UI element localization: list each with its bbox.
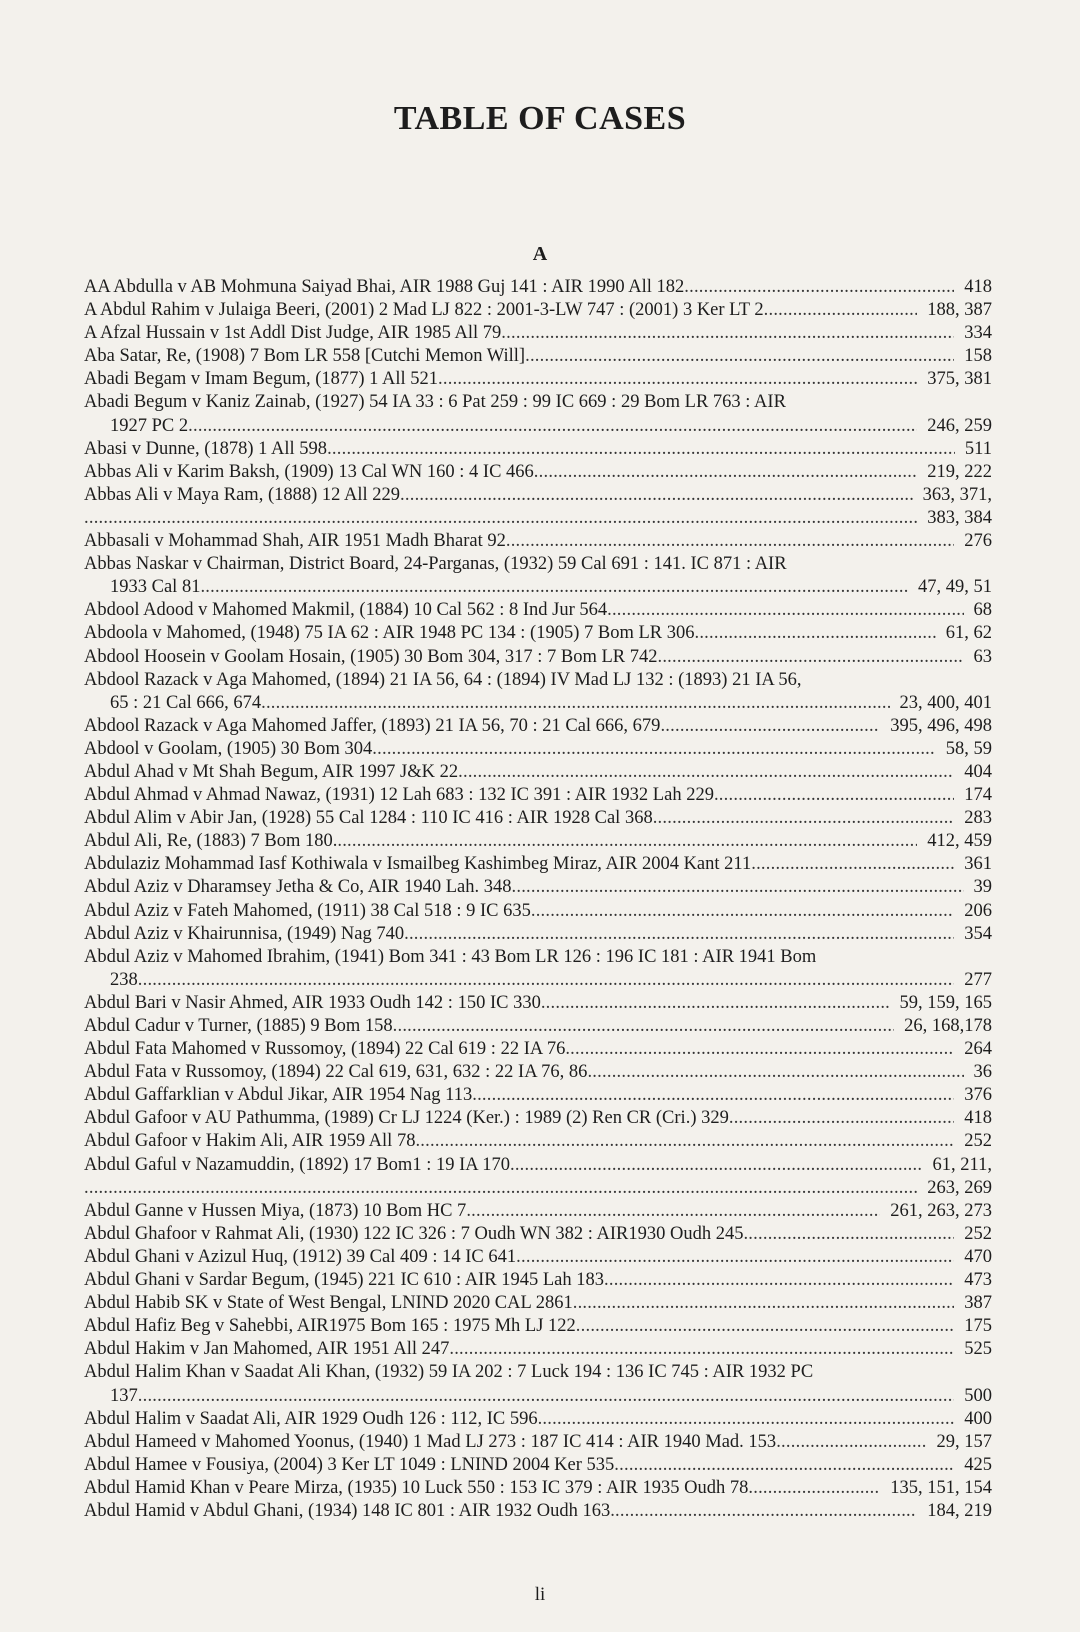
case-entry [84, 807, 992, 830]
case-entry [84, 391, 992, 437]
case-line [84, 1015, 894, 1038]
dot-leader [694, 622, 935, 645]
dot-leader [501, 322, 954, 345]
case-citation: Abdul Bari v Nasir Ahmed, AIR 1933 Oudh 142 : 150 IC 330 [84, 992, 541, 1013]
case-entry [84, 1477, 992, 1500]
dot-leader [404, 923, 954, 946]
case-page-refs: 39 [973, 877, 992, 898]
case-line [84, 784, 954, 807]
case-entry [84, 1038, 992, 1061]
case-page-refs: 63 [973, 646, 992, 667]
case-entry [84, 1269, 992, 1292]
case-entry [84, 1315, 992, 1338]
case-citation: Aba Satar, Re, (1908) 7 Bom LR 558 [Cutchi Memon Will] [84, 346, 526, 367]
case-citation-tail: 238 [110, 969, 138, 990]
case-citation: Abasi v Dunne, (1878) 1 All 598 [84, 438, 328, 459]
case-page-refs: 277 [964, 969, 992, 990]
case-entry [84, 669, 992, 715]
dot-leader [466, 1200, 880, 1223]
dot-leader [534, 461, 917, 484]
dot-leader [415, 1130, 954, 1153]
dot-leader [531, 900, 954, 923]
case-citation: Abdul Gaful v Nazamuddin, (1892) 17 Bom1 : 19 IA 170 [84, 1154, 510, 1175]
case-page-refs: 23, 400, 401 [899, 692, 992, 713]
case-citation: Abdul Ghani v Sardar Begum, (1945) 221 IC 610 : AIR 1945 Lah 183 [84, 1270, 604, 1291]
case-citation: Abdul Aziz v Dharamsey Jetha & Co, AIR 1940 Lah. 348 [84, 877, 512, 898]
case-page-refs: 418 [964, 1108, 992, 1129]
case-entry [84, 1107, 992, 1130]
case-page-refs: 473 [964, 1270, 992, 1291]
dot-leader [84, 507, 917, 530]
case-citation: A Abdul Rahim v Julaiga Beeri, (2001) 2 Mad LJ 822 : 2001-3-LW 747 : (2001) 3 Ker LT 2 [84, 300, 764, 321]
case-entry [84, 1292, 992, 1315]
case-page-refs: 47, 49, 51 [918, 577, 992, 598]
case-page-refs: 219, 222 [927, 461, 992, 482]
dot-leader [684, 276, 954, 299]
case-citation: Abdul Hameed v Mahomed Yoonus, (1940) 1 Mad LJ 273 : 187 IC 414 : AIR 1940 Mad. 153 [84, 1431, 777, 1452]
case-citation: Abdool Adood v Mahomed Makmil, (1884) 10 Cal 562 : 8 Ind Jur 564 [84, 600, 608, 621]
case-entry [84, 1130, 992, 1153]
dot-leader [372, 738, 935, 761]
case-page-refs: 400 [964, 1408, 992, 1429]
case-line [84, 438, 955, 461]
case-citation-continued [84, 415, 992, 438]
case-page-refs: 26, 168,178 [904, 1016, 992, 1036]
case-page-refs: 61, 211, [932, 1154, 992, 1175]
case-page-refs: 58, 59 [945, 738, 992, 759]
case-citation: Abdul Hamid Khan v Peare Mirza, (1935) 10 Luck 550 : 153 IC 379 : AIR 1935 Oudh 78 [84, 1477, 749, 1498]
case-line [84, 1177, 917, 1200]
dot-leader [538, 1408, 955, 1431]
dot-leader [614, 1454, 954, 1477]
dot-leader [776, 1431, 926, 1454]
case-line [84, 1315, 954, 1338]
case-entry [84, 368, 992, 391]
case-citation: Abdool Razack v Aga Mahomed Jaffer, (1893) 21 IA 56, 70 : 21 Cal 666, 679 [84, 715, 661, 736]
case-citation: Abdul Aziz v Fateh Mahomed, (1911) 38 Cal 518 : 9 IC 635 [84, 900, 531, 921]
case-entry [84, 946, 992, 992]
case-line [84, 1338, 954, 1361]
case-page-refs: 363, 371, [922, 484, 992, 505]
case-citation-tail: 65 : 21 Cal 666, 674 [110, 692, 262, 713]
case-entry [84, 1246, 992, 1269]
dot-leader [438, 368, 917, 391]
case-entry [84, 876, 992, 899]
case-entry [84, 761, 992, 784]
case-entry [84, 923, 992, 946]
case-page-refs: 252 [964, 1131, 992, 1152]
case-citation: Abdul Alim v Abir Jan, (1928) 55 Cal 1284 : 110 IC 416 : AIR 1928 Cal 368 [84, 808, 653, 829]
case-citation: Abdul Fata Mahomed v Russomoy, (1894) 22 Cal 619 : 22 IA 76 [84, 1039, 566, 1060]
case-page-refs: 395, 496, 498 [890, 715, 992, 736]
dot-leader [327, 438, 955, 461]
case-entry [84, 461, 992, 484]
case-page-refs: 283 [964, 808, 992, 829]
case-line [84, 1130, 954, 1153]
case-citation: Abdul Ghafoor v Rahmat Ali, (1930) 122 IC 326 : 7 Oudh WN 382 : AIR1930 Oudh 245 [84, 1223, 744, 1244]
case-citation: Abdul Gaffarklian v Abdul Jikar, AIR 1954 Nag 113 [84, 1085, 473, 1106]
case-line [84, 853, 954, 876]
case-page-refs: 188, 387 [927, 300, 992, 321]
dot-leader [576, 1315, 954, 1338]
case-citation: Abdul Hakim v Jan Mahomed, AIR 1951 All 247 [84, 1339, 450, 1360]
case-line [84, 299, 917, 322]
case-page-refs: 511 [964, 438, 992, 459]
case-citation: Abadi Begam v Imam Begum, (1877) 1 All 521 [84, 369, 439, 390]
dot-leader [393, 1015, 895, 1038]
case-entry [84, 992, 992, 1015]
case-citation: A Afzal Hussain v 1st Addl Dist Judge, AIR 1985 All 79 [84, 323, 502, 344]
dot-leader [729, 1107, 954, 1130]
dot-leader [512, 876, 964, 899]
dot-leader [84, 1177, 917, 1200]
case-line [84, 1038, 954, 1061]
dot-leader [506, 530, 954, 553]
case-entry [84, 484, 992, 507]
case-entry [84, 1061, 992, 1084]
case-entry [84, 1154, 992, 1177]
case-citation: Abdul Halim v Saadat Ali, AIR 1929 Oudh 126 : 112, IC 596 [84, 1408, 538, 1429]
case-line [84, 738, 936, 761]
case-line [84, 322, 954, 345]
case-citation: Abbas Ali v Karim Baksh, (1909) 13 Cal WN 160 : 4 IC 466 [84, 461, 534, 482]
case-citation: Abbasali v Mohammad Shah, AIR 1951 Madh Bharat 92 [84, 531, 506, 552]
case-citation: Abdul Ganne v Hussen Miya, (1873) 10 Bom HC 7 [84, 1200, 467, 1221]
case-entry [84, 1361, 992, 1407]
case-citation: Abdul Ghani v Azizul Huq, (1912) 39 Cal 409 : 14 IC 641 [84, 1246, 517, 1267]
dot-leader [565, 1038, 954, 1061]
case-line [84, 368, 917, 391]
case-line [84, 1408, 954, 1431]
case-line [84, 1431, 927, 1454]
case-citation-tail: 1933 Cal 81 [110, 577, 201, 598]
page-number: li [534, 1584, 546, 1605]
case-entry [84, 553, 992, 599]
case-citation: Abdul Hamee v Fousiya, (2004) 3 Ker LT 1049 : LNIND 2004 Ker 535 [84, 1454, 615, 1475]
case-citation: Abdul Aziz v Khairunnisa, (1949) Nag 740 [84, 923, 405, 944]
dot-leader [751, 853, 954, 876]
case-page-refs: 206 [964, 900, 992, 921]
dot-leader [458, 761, 954, 784]
dot-leader [200, 576, 908, 599]
dot-leader [573, 1292, 955, 1315]
case-citation: Abadi Begum v Kaniz Zainab, (1927) 54 IA 33 : 6 Pat 259 : 99 IC 669 : 29 Bom LR 763 : AIR [84, 392, 786, 413]
case-citation: Abdul Hamid v Abdul Ghani, (1934) 148 IC 801 : AIR 1932 Oudh 163 [84, 1500, 611, 1521]
case-citation-continued [84, 692, 992, 715]
case-page-refs: 500 [964, 1385, 992, 1406]
case-line [84, 876, 964, 899]
case-page-refs: 261, 263, 273 [890, 1200, 992, 1221]
dot-leader [764, 299, 918, 322]
case-page-refs: 425 [964, 1454, 992, 1475]
case-entry [84, 1454, 992, 1477]
dot-leader [449, 1338, 954, 1361]
case-entry [84, 276, 992, 299]
case-page-refs: 184, 219 [927, 1500, 992, 1521]
case-entry [84, 622, 992, 645]
case-entry [84, 830, 992, 853]
case-citation: Abdool Hoosein v Goolam Hosain, (1905) 30 Bom 304, 317 : 7 Bom LR 742 [84, 646, 658, 667]
case-page-refs: 525 [964, 1339, 992, 1360]
case-entry [84, 1015, 992, 1038]
case-line [84, 1269, 954, 1292]
case-entry [84, 853, 992, 876]
case-citation: Abdul Fata v Russomoy, (1894) 22 Cal 619, 631, 632 : 22 IA 76, 86 [84, 1062, 588, 1083]
case-line [84, 484, 913, 507]
case-page-refs: 158 [964, 346, 992, 367]
case-page-refs: 264 [964, 1039, 992, 1060]
case-entry [84, 599, 992, 622]
case-line [84, 1154, 923, 1177]
dot-leader [657, 646, 963, 669]
case-page-refs: 175 [964, 1316, 992, 1337]
case-citation: Abdul Ahad v Mt Shah Begum, AIR 1997 J&K 22 [84, 761, 459, 782]
case-entry [84, 530, 992, 553]
dot-leader [748, 1477, 880, 1500]
case-citation: Abdul Halim Khan v Saadat Ali Khan, (1932) 59 IA 202 : 7 Luck 194 : 136 IC 745 : AIR 1932 PC [84, 1362, 814, 1383]
case-page-refs: 376 [964, 1085, 992, 1106]
case-page-refs: 68 [973, 600, 992, 621]
case-page-refs: 418 [964, 277, 992, 297]
case-page-refs: 135, 151, 154 [890, 1477, 992, 1498]
dot-leader [714, 784, 954, 807]
case-page-refs: 263, 269 [927, 1177, 992, 1198]
section-letter: A [532, 243, 548, 265]
case-citation: AA Abdulla v AB Mohmuna Saiyad Bhai, AIR 1988 Guj 141 : AIR 1990 All 182 [84, 277, 685, 297]
case-page-refs: 246, 259 [927, 415, 992, 436]
dot-leader [261, 692, 889, 715]
dot-leader [138, 1385, 955, 1408]
case-page-refs: 387 [964, 1293, 992, 1314]
case-page-refs: 252 [964, 1223, 992, 1244]
case-line [84, 715, 880, 738]
case-page-refs: 174 [964, 785, 992, 806]
dot-leader [400, 484, 913, 507]
case-line [84, 599, 964, 622]
case-entry [84, 1408, 992, 1431]
case-line [84, 461, 917, 484]
dot-leader [138, 969, 955, 992]
case-citation-continued [84, 969, 992, 992]
case-citation-tail: 137 [110, 1385, 138, 1406]
case-citation: Abdul Hafiz Beg v Sahebbi, AIR1975 Bom 165 : 1975 Mh LJ 122 [84, 1316, 576, 1337]
case-citation: Abdul Habib SK v State of West Bengal, LNIND 2020 CAL 2861 [84, 1293, 573, 1314]
case-citation-continued [84, 576, 992, 599]
case-line [84, 622, 936, 645]
case-line [84, 1500, 917, 1523]
case-citation: Abdool Razack v Aga Mahomed, (1894) 21 IA 56, 64 : (1894) IV Mad LJ 132 : (1893) 21 IA 56, [84, 669, 802, 690]
case-line [84, 830, 917, 853]
case-line [84, 345, 954, 368]
case-line [84, 1107, 954, 1130]
case-line [84, 1200, 880, 1223]
case-entry [84, 1177, 992, 1200]
case-citation: Abdul Gafoor v AU Pathumma, (1989) Cr LJ 1224 (Ker.) : 1989 (2) Ren CR (Cri.) 329 [84, 1108, 729, 1129]
case-line [84, 1223, 954, 1246]
dot-leader [516, 1246, 954, 1269]
case-citation: Abbas Ali v Maya Ram, (1888) 12 All 229 [84, 484, 401, 505]
case-citation-tail: 1927 PC 2 [110, 415, 189, 436]
dot-leader [604, 1269, 954, 1292]
case-page-refs: 404 [964, 761, 992, 782]
case-entry [84, 715, 992, 738]
case-page-refs: 383, 384 [927, 507, 992, 528]
case-entry [84, 1431, 992, 1454]
dot-leader [743, 1223, 954, 1246]
dot-leader [610, 1500, 917, 1523]
case-citation: Abdul Cadur v Turner, (1885) 9 Bom 158 [84, 1016, 393, 1036]
case-entry [84, 438, 992, 461]
case-entry [84, 1084, 992, 1107]
case-page-refs: 59, 159, 165 [899, 992, 992, 1013]
case-line [84, 900, 954, 923]
case-entry [84, 646, 992, 669]
case-line [84, 992, 890, 1015]
case-entry [84, 1223, 992, 1246]
case-page-refs: 29, 157 [936, 1431, 992, 1452]
case-citation: Abdoola v Mahomed, (1948) 75 IA 62 : AIR 1948 PC 134 : (1905) 7 Bom LR 306 [84, 623, 695, 644]
case-entry [84, 1200, 992, 1223]
dot-leader [587, 1061, 963, 1084]
case-line [84, 1292, 954, 1315]
case-line [84, 1477, 880, 1500]
dot-leader [607, 599, 963, 622]
case-citation: Abdul Ali, Re, (1883) 7 Bom 180. [84, 831, 338, 852]
case-line [84, 1084, 954, 1107]
case-citation: Abdulaziz Mohammad Iasf Kothiwala v Ismailbeg Kashimbeg Miraz, AIR 2004 Kant 211 [84, 854, 752, 875]
page-title: TABLE OF CASES [393, 100, 687, 137]
case-citation: Abdul Aziz v Mahomed Ibrahim, (1941) Bom 341 : 43 Bom LR 126 : 196 IC 181 : AIR 1941 Bom [84, 946, 817, 967]
dot-leader [337, 830, 917, 853]
dot-leader [188, 415, 917, 438]
case-page-refs: 470 [964, 1246, 992, 1267]
case-line [84, 507, 917, 530]
case-entry [84, 784, 992, 807]
case-citation-continued [84, 1385, 992, 1408]
case-entry [84, 507, 992, 530]
case-entry [84, 1500, 992, 1523]
case-page-refs: 354 [964, 923, 992, 944]
case-line [84, 923, 954, 946]
case-citation: Abbas Naskar v Chairman, District Board, 24-Parganas, (1932) 59 Cal 691 : 141. IC 871 : AIR [84, 554, 787, 575]
dot-leader [541, 992, 890, 1015]
dot-leader [510, 1154, 923, 1177]
dot-leader [472, 1084, 954, 1107]
case-page-refs: 61, 62 [945, 623, 992, 644]
case-page-refs: 375, 381 [927, 369, 992, 390]
case-citation: Abdul Gafoor v Hakim Ali, AIR 1959 All 78 [84, 1131, 416, 1152]
case-page-refs: 276 [964, 531, 992, 552]
case-line [84, 1454, 954, 1477]
case-entry [84, 738, 992, 761]
case-entry [84, 900, 992, 923]
case-entry [84, 322, 992, 345]
case-line [84, 1061, 964, 1084]
case-line [84, 276, 954, 299]
case-page-refs: 334 [964, 323, 992, 344]
dot-leader [525, 345, 954, 368]
case-page-refs: 361 [964, 854, 992, 875]
case-line [84, 530, 954, 553]
case-entry [84, 299, 992, 322]
case-citation: Abdul Ahmad v Ahmad Nawaz, (1931) 12 Lah 683 : 132 IC 391 : AIR 1932 Lah 229 [84, 785, 714, 806]
case-line [84, 1246, 954, 1269]
case-entry [84, 345, 992, 368]
case-page-refs: 36 [973, 1062, 992, 1083]
case-page-refs: 412, 459 [927, 831, 992, 852]
dot-leader [653, 807, 955, 830]
case-entry [84, 1338, 992, 1361]
case-line [84, 807, 954, 830]
dot-leader [660, 715, 880, 738]
case-line [84, 646, 964, 669]
case-list [84, 276, 992, 1523]
case-citation: Abdool v Goolam, (1905) 30 Bom 304 [84, 738, 373, 759]
case-line [84, 761, 954, 784]
